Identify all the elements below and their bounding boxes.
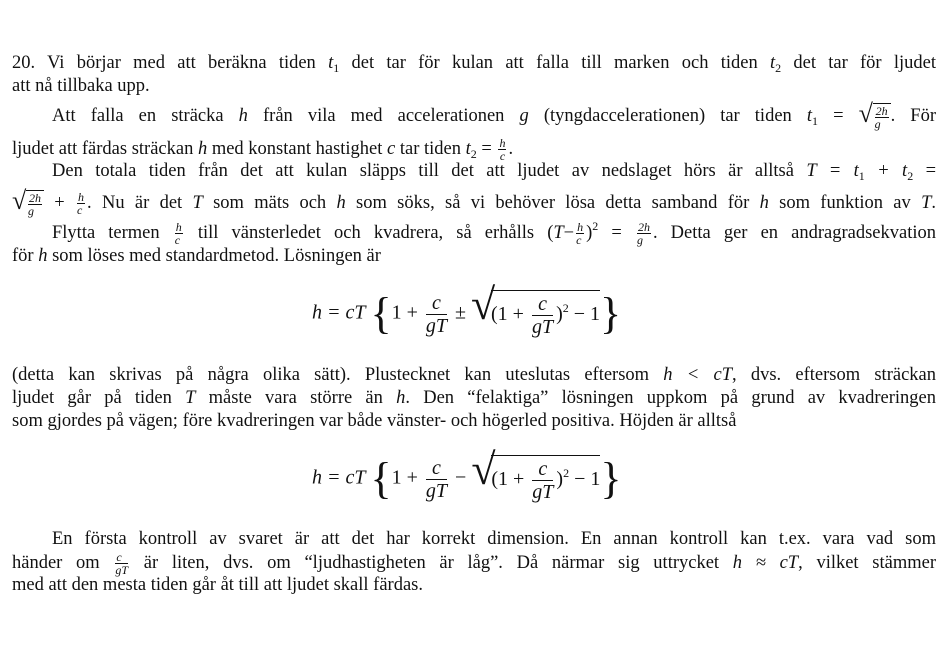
math-t2: t bbox=[769, 53, 776, 73]
math-h: h bbox=[336, 192, 346, 213]
math-T: T bbox=[921, 192, 932, 213]
frac-den: gT bbox=[532, 481, 554, 503]
frac-num: c bbox=[115, 551, 128, 564]
equation-1 bbox=[312, 280, 622, 338]
problem-number: 20. bbox=[12, 53, 36, 73]
text: . Detta ger en andragradsekvation bbox=[652, 222, 936, 243]
eq-term: (1 + bbox=[491, 468, 530, 491]
text: Flytta termen bbox=[52, 222, 173, 243]
subscript: 2 bbox=[907, 169, 914, 183]
subscript: 1 bbox=[858, 169, 865, 183]
math-t2: t bbox=[465, 138, 471, 159]
subscript: 2 bbox=[470, 146, 477, 161]
frac-den: gT bbox=[425, 314, 448, 337]
frac-den: g bbox=[28, 204, 34, 218]
equals: = bbox=[818, 105, 859, 126]
math-T: T bbox=[192, 192, 203, 213]
para4-line1 bbox=[52, 218, 936, 247]
frac-num: h bbox=[499, 136, 506, 150]
text: Vi börjar med att beräkna tiden bbox=[47, 53, 329, 73]
eq-term: 1 + bbox=[391, 301, 423, 324]
frac-den: gT bbox=[425, 479, 448, 502]
text: det tar för ljudet bbox=[781, 53, 936, 73]
math: h < cT bbox=[663, 365, 732, 385]
frac-num: c bbox=[426, 292, 447, 315]
paren: ) bbox=[556, 468, 564, 491]
text: med konstant hastighet bbox=[207, 138, 388, 159]
text: som mäts och bbox=[202, 192, 337, 213]
para1-line1 bbox=[12, 52, 936, 74]
para5-line3: som gjordes på vägen; före kvadreringen var både vänster- och högerled positiva. Höjden är alltså bbox=[12, 411, 737, 431]
eq-term: 1 + bbox=[391, 466, 423, 489]
frac-num: 2h bbox=[637, 220, 650, 234]
equals: = bbox=[476, 138, 497, 159]
frac-den: g bbox=[874, 117, 881, 131]
math-h: h bbox=[396, 388, 406, 408]
math-c: c bbox=[387, 138, 396, 159]
paren: ) bbox=[586, 222, 593, 243]
para3-line1 bbox=[52, 160, 936, 182]
eq-term: − 1 bbox=[568, 303, 601, 326]
frac-num: 2h bbox=[875, 104, 888, 118]
math-T: T bbox=[185, 388, 196, 408]
eq-lhs: h = cT bbox=[312, 301, 366, 324]
subscript: 1 bbox=[812, 113, 818, 128]
subscript: 2 bbox=[775, 61, 782, 75]
para6-line2 bbox=[12, 551, 936, 576]
minus: − bbox=[563, 222, 575, 243]
math: h ≈ cT bbox=[732, 552, 799, 573]
math: + t bbox=[864, 161, 908, 181]
text: som söks, så vi behöver lösa detta samband för bbox=[345, 192, 760, 213]
text: Den totala tiden från det att kulan släpps till det att ljudet av nedslaget hörs är alltså bbox=[52, 161, 807, 181]
math-T: T bbox=[553, 222, 564, 243]
text: som löses med standardmetod. Lösningen är bbox=[47, 246, 381, 266]
plus: + bbox=[44, 192, 76, 213]
text: är liten, dvs. om “ljudhastigheten är låg”. Då närmar sig uttrycket bbox=[130, 552, 733, 573]
math-T: T bbox=[806, 161, 817, 181]
open-brace: { bbox=[370, 454, 392, 503]
frac-num: c bbox=[532, 458, 553, 481]
frac-den: c bbox=[77, 203, 83, 217]
math-h: h bbox=[197, 138, 208, 159]
sqrt-2h-over-g: √ $\frac{2h}{g}$ bbox=[12, 190, 44, 217]
frac-den: gT bbox=[531, 316, 554, 338]
text: . För bbox=[890, 105, 936, 126]
text: (tyngdaccelerationen) tar tiden bbox=[528, 105, 807, 126]
frac-num: 2h bbox=[29, 191, 41, 205]
para6-line1: En första kontroll av svaret är att det har korrekt dimension. En annan kontroll kan t.ex. vara vad som bbox=[52, 529, 936, 549]
math-h: h bbox=[759, 192, 769, 213]
para2-line1 bbox=[52, 99, 936, 131]
frac-den: c bbox=[576, 233, 582, 247]
equals: = bbox=[598, 222, 635, 243]
frac-num: c bbox=[426, 457, 447, 480]
equation-2 bbox=[312, 445, 622, 503]
paren: ) bbox=[556, 303, 563, 326]
superscript: 2 bbox=[563, 466, 570, 481]
text: , vilket stämmer bbox=[798, 552, 936, 573]
sqrt-expression: √ (1 + $\frac{c}{gT}$ )$^2$ − 1 bbox=[471, 280, 601, 338]
minus: − bbox=[450, 466, 472, 489]
para5-line1 bbox=[12, 364, 936, 386]
frac-num: h bbox=[78, 190, 85, 204]
para6-line3: med att den mesta tiden går åt till att ljudet skall färdas. bbox=[12, 575, 423, 595]
frac-den: g bbox=[636, 233, 643, 247]
close-brace: } bbox=[600, 454, 622, 503]
frac-den: c bbox=[174, 233, 181, 247]
text: för bbox=[12, 246, 39, 266]
text: från vila med accelerationen bbox=[247, 105, 520, 126]
text: . Nu är det bbox=[87, 192, 193, 213]
para2-line2 bbox=[12, 137, 513, 162]
close-brace: } bbox=[600, 289, 622, 338]
equals: = bbox=[913, 161, 937, 181]
text: tar tiden bbox=[395, 138, 466, 159]
text: ljudet att färdas sträckan bbox=[12, 138, 198, 159]
text: . bbox=[931, 192, 936, 213]
math-h: h bbox=[38, 246, 48, 266]
frac-den: gT bbox=[115, 563, 129, 577]
text: till vänsterledet och kvadrera, så erhålls ( bbox=[184, 222, 554, 243]
math-t1: t bbox=[328, 53, 334, 73]
eq-term: (1 + bbox=[491, 303, 529, 326]
sqrt-expression: √ (1 + $\frac{c}{gT}$ )$^2$ − 1 bbox=[471, 445, 601, 503]
open-brace: { bbox=[370, 289, 392, 338]
para1-line2: att nå tillbaka upp. bbox=[12, 76, 150, 96]
text: Att falla en sträcka bbox=[52, 105, 239, 126]
frac-num: h bbox=[577, 220, 584, 234]
math: = t bbox=[816, 161, 859, 181]
math-h: h bbox=[238, 105, 248, 126]
text: . bbox=[508, 138, 514, 159]
text: måste vara större än bbox=[195, 388, 397, 408]
plus-minus: ± bbox=[450, 301, 472, 324]
para4-line2 bbox=[12, 245, 381, 267]
subscript: 1 bbox=[333, 61, 340, 75]
superscript: 2 bbox=[592, 218, 599, 233]
superscript: 2 bbox=[562, 301, 569, 316]
eq-term: − 1 bbox=[569, 468, 601, 491]
text: händer om bbox=[12, 552, 114, 573]
para3-line2 bbox=[12, 186, 936, 218]
text: som funktion av bbox=[768, 192, 922, 213]
text: (detta kan skrivas på några olika sätt). Plustecknet kan uteslutas eftersom bbox=[12, 365, 664, 385]
sqrt-2h-over-g: √ $\frac{2h}{g}$ bbox=[859, 103, 891, 130]
math-t1: t bbox=[806, 105, 812, 126]
text: ljudet går på tiden bbox=[12, 388, 186, 408]
text: det tar för kulan att falla till marken och tiden bbox=[339, 53, 770, 73]
text: . Den “felaktiga” lösningen uppkom på grund av kvadreringen bbox=[405, 388, 936, 408]
frac-num: h bbox=[175, 220, 182, 234]
frac-num: c bbox=[532, 293, 553, 316]
text: , dvs. eftersom sträckan bbox=[731, 365, 936, 385]
frac-den: c bbox=[499, 149, 506, 163]
math-g: g bbox=[519, 105, 529, 126]
para5-line2 bbox=[12, 387, 936, 409]
eq-lhs: h = cT bbox=[312, 466, 366, 489]
